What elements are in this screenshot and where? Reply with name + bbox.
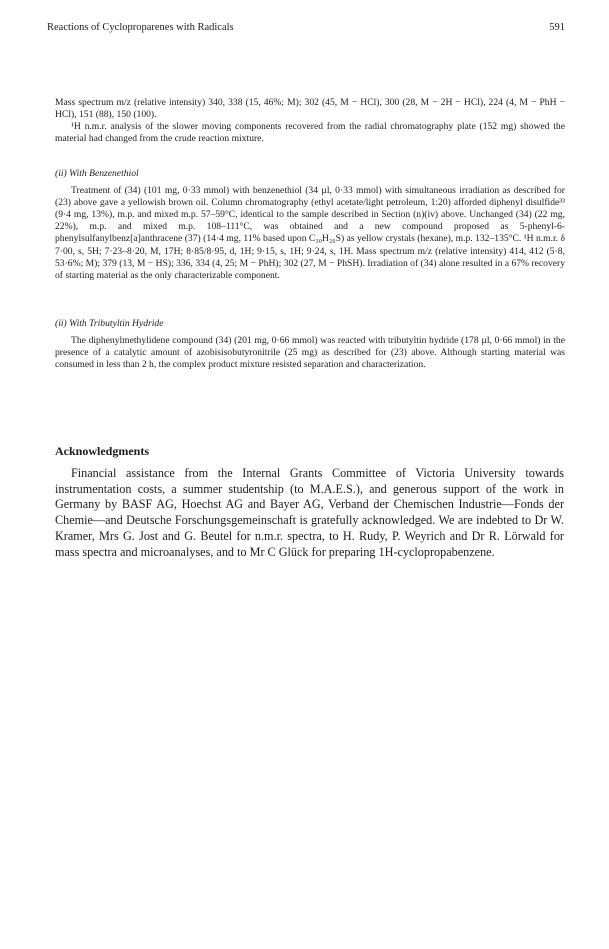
- section-benzenethiol-heading: (ii) With Benzenethiol: [55, 168, 139, 179]
- section-tributyltin-heading: (ii) With Tributyltin Hydride: [55, 318, 164, 329]
- mass-spectrum-block: [55, 97, 565, 145]
- acknowledgments-body: Financial assistance from the Internal Grants Committee of Victoria University towards instrumentation costs, a summer studentship (to M.A.E.S.), and generous support of the work in Germany by BASF AG, Hoechst AG and Bayer AG, Verband der Chemischen Industrie—Fonds der Chemie—and Deutsche Forschungsgemeinschaft is gratefully acknowledged. We are indebted to Dr W. Kramer, Mrs G. Jost and G. Beutel for n.m.r. spectra, to H. Rudy, P. Weyrich and Dr R. Lörwald for mass spectra and microanalyses, and to Mr C Glück for preparing 1H-cyclopropabenzene.: [55, 466, 564, 559]
- mass-spectrum-text: Mass spectrum m/z (relative intensity) 340, 338 (15, 46%; M); 302 (45, M − HCl), 300 (28, M − 2H − HCl), 224 (4, M − PhH − HCl), 151 (88), 150 (100).: [55, 97, 565, 121]
- nmr-note: ¹H n.m.r. analysis of the slower moving components recovered from the radial chromatography plate (152 mg) showed the material had changed from the crude reaction mixture.: [55, 121, 565, 145]
- section-benzenethiol: [55, 168, 565, 282]
- page-number: 591: [549, 22, 565, 33]
- section-tributyltin: [55, 318, 565, 371]
- section-benzenethiol-body: Treatment of (34) (101 mg, 0·33 mmol) with benzenethiol (34 µl, 0·33 mmol) with simultaneous irradiation as described for (23) above gave a yellowish brown oil. Column chromatography (ethyl acetate/light petroleum, 1:20) afforded diphenyl disulfide³³ (9·4 mg, 13%), m.p. and mixed m.p. 57–59°C, identical to the sample described in Section (n)(iv) above. Unchanged (34) (22 mg, 22%), m.p. and mixed m.p. 108–111°C, was obtained and a new compound proposed as 5-phenyl-6-phenylsulfanylbenz[a]anthracene (37) (14·4 mg, 11% based upon C₃₀H₂₀S) as yellow crystals (hexane), m.p. 132–135°C. ¹H n.m.r. δ 7·00, s, 5H; 7·23–8·20, M, 17H; 8·85/8·95, d, 1H; 9·15, s, 1H; 9·24, s, 1H. Mass spectrum m/z (relative intensity) 414, 412 (5·8, 53·6%; M); 379 (13, M − HS); 336, 334 (4, 25; M − PhH); 302 (27, M − PhSH). Irradiation of (34) alone resulted in a 67% recovery of starting material as the only characterizable component.: [55, 185, 565, 281]
- acknowledgments-heading: Acknowledgments: [55, 444, 150, 458]
- section-tributyltin-body: The diphenylmethylidene compound (34) (201 mg, 0·66 mmol) was reacted with tributyltin hydride (178 µl, 0·66 mmol) in the presence of a catalytic amount of azobisisobutyronitrile (25 mg) as described for (23) above. Although starting material was consumed in less than 2 h, the complex product mixture resisted separation and characterization.: [55, 335, 565, 371]
- running-title: Reactions of Cycloproparenes with Radicals: [47, 22, 234, 33]
